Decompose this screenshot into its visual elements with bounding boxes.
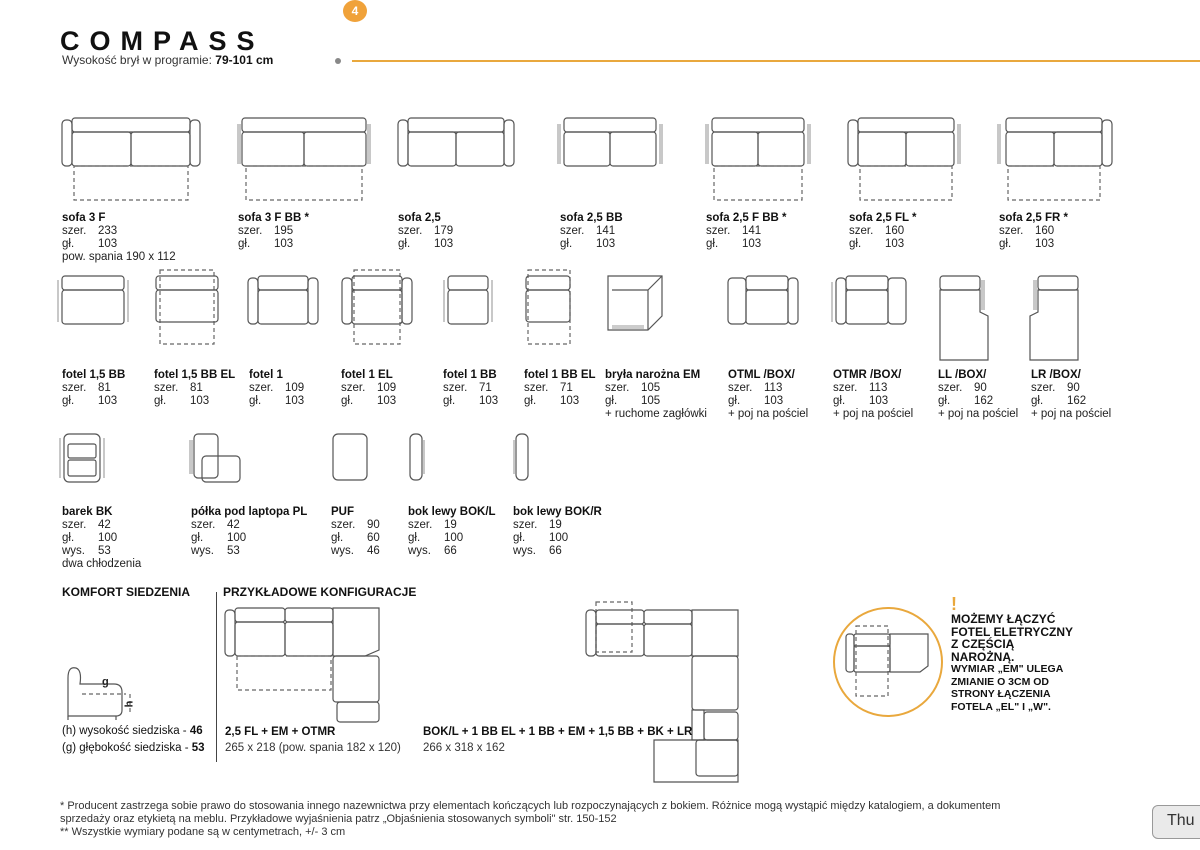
- width-value: 160: [1035, 225, 1055, 237]
- fotel-1-bb-el-symbol: [524, 270, 574, 346]
- item-name: sofa 2,5: [398, 212, 441, 224]
- thumbnails-button[interactable]: Thu: [1152, 805, 1200, 839]
- ll-box-symbol: [938, 276, 992, 362]
- header-dot: [335, 58, 341, 64]
- spec-puf: PUF szer. 90 gł. 60 wys. 46: [331, 506, 380, 557]
- item-name: sofa 3 F BB *: [238, 212, 309, 224]
- spec-bryla-narozna-em: bryła narożna EM szer. 105 gł. 105 + ruchome zagłówki: [605, 369, 707, 420]
- seat-comfort-diagram: [60, 660, 140, 722]
- item-note: pow. spania 190 x 112: [62, 251, 176, 263]
- spec-fotel-1-bb-el: fotel 1 BB EL szer. 71 gł. 103: [524, 369, 596, 407]
- height-value: 46: [367, 545, 380, 557]
- spec-lr-box: LR /BOX/ szer. 90 gł. 162 + poj na pościel: [1031, 369, 1112, 420]
- width-value: 141: [742, 225, 762, 237]
- width-value: 81: [190, 382, 203, 394]
- depth-value: 103: [377, 395, 397, 407]
- width-value: 195: [274, 225, 294, 237]
- spec-sofa-2-5-fr: sofa 2,5 FR * szer. 160 gł. 103: [999, 212, 1069, 250]
- depth-value: 162: [1067, 395, 1087, 407]
- depth-value: 162: [974, 395, 994, 407]
- width-value: 90: [1067, 382, 1080, 394]
- item-note: dwa chłodzenia: [62, 558, 142, 570]
- height-range-subtitle: [62, 53, 273, 67]
- item-note: + ruchome zagłówki: [605, 408, 707, 420]
- barek-bk-symbol: [62, 434, 104, 484]
- otmr-box-symbol: [836, 276, 910, 326]
- otml-box-symbol: [728, 276, 800, 326]
- depth-value: 103: [274, 238, 294, 250]
- footnote-1-cont: sprzedaży oraz etykietą na meblu. Przykładowe wyjaśnienia patrz „Objaśnienia stosowanych symboli" str. 150-152: [60, 813, 617, 825]
- spec-sofa-2-5-f-bb: sofa 2,5 F BB * szer. 141 gł. 103: [706, 212, 787, 250]
- item-name: sofa 2,5 F BB *: [706, 212, 787, 224]
- depth-value: 103: [434, 238, 454, 250]
- bryla-narozna-em-symbol: [608, 276, 664, 332]
- fotel-1-5-bb-symbol: [62, 276, 124, 326]
- bok-l-symbol: [406, 434, 426, 484]
- depth-value: 103: [560, 395, 580, 407]
- item-name: sofa 3 F: [62, 212, 106, 224]
- electric-recliner-notice: MOŻEMY ŁĄCZYĆ FOTEL ELETRYCZNY Z CZĘŚCIĄ NAROŻNĄ. WYMIAR „EM" ULEGA ZMIANIE O 3CM OD STRONY ŁĄCZENIA FOTELA „EL" I „W".: [951, 612, 1074, 713]
- item-name: sofa 2,5 FL *: [849, 212, 917, 224]
- item-name: fotel 1,5 BB EL: [154, 369, 236, 381]
- height-value: 66: [549, 545, 562, 557]
- item-name: sofa 2,5 FR *: [999, 212, 1069, 224]
- depth-value: 103: [479, 395, 499, 407]
- spec-sofa-2-5-bb: sofa 2,5 BB szer. 141 gł. 103: [560, 212, 623, 250]
- sofa-2-5-symbol: [398, 118, 516, 170]
- comfort-values: [62, 723, 205, 757]
- height-value: 53: [227, 545, 240, 557]
- sofa-3-f-bb-symbol: [238, 118, 370, 202]
- width-value: 109: [377, 382, 397, 394]
- spec-bok-l: bok lewy BOK/L szer. 19 gł. 100 wys. 66: [408, 506, 496, 557]
- fotel-1-5-bb-el-symbol: [154, 270, 220, 346]
- width-value: 19: [549, 519, 562, 531]
- depth-value: 103: [764, 395, 784, 407]
- spec-otml-box: OTML /BOX/ szer. 113 gł. 103 + poj na pościel: [728, 369, 809, 420]
- width-value: 109: [285, 382, 305, 394]
- spec-fotel-1-5-bb: fotel 1,5 BB szer. 81 gł. 103: [62, 369, 126, 407]
- spec-fotel-1-5-bb-el: fotel 1,5 BB EL szer. 81 gł. 103: [154, 369, 236, 407]
- config-1-formula: 2,5 FL + EM + OTMR: [225, 726, 336, 738]
- item-name: LL /BOX/: [938, 369, 987, 381]
- lr-box-symbol: [1030, 276, 1084, 362]
- spec-polka-laptop-pl: półka pod laptopa PL szer. 42 gł. 100 wys. 53: [191, 506, 308, 557]
- spec-fotel-1-bb: fotel 1 BB szer. 71 gł. 103: [443, 369, 499, 407]
- spec-barek-bk: barek BK szer. 42 gł. 100 wys. 53 dwa chłodzenia: [62, 506, 142, 570]
- width-value: 179: [434, 225, 454, 237]
- depth-value: 103: [98, 238, 118, 250]
- width-value: 233: [98, 225, 118, 237]
- spec-sofa-2-5: sofa 2,5 szer. 179 gł. 103: [398, 212, 454, 250]
- seat-height-value: 46: [189, 725, 203, 737]
- seat-depth-label: (g) głębokość siedziska -: [62, 742, 192, 754]
- seat-depth-value: 53: [191, 742, 205, 754]
- comfort-title: KOMFORT SIEDZENIA: [62, 585, 190, 599]
- item-name: PUF: [331, 506, 354, 518]
- item-name: półka pod laptopa PL: [191, 506, 308, 518]
- config-1-diagram: [225, 606, 385, 726]
- spec-bok-r: bok lewy BOK/R szer. 19 gł. 100 wys. 66: [513, 506, 602, 557]
- spec-fotel-1-el: fotel 1 EL szer. 109 gł. 103: [341, 369, 397, 407]
- item-note: + poj na pościel: [1031, 408, 1112, 420]
- spec-sofa-2-5-fl: sofa 2,5 FL * szer. 160 gł. 103: [849, 212, 917, 250]
- alert-icon: !: [951, 594, 957, 614]
- depth-value: 100: [227, 532, 247, 544]
- sofa-2-5-bb-symbol: [558, 118, 662, 170]
- sofa-2-5-f-bb-symbol: [706, 118, 810, 202]
- depth-value: 103: [869, 395, 889, 407]
- item-name: OTML /BOX/: [728, 369, 795, 381]
- item-name: barek BK: [62, 506, 113, 518]
- depth-value: 103: [1035, 238, 1055, 250]
- h-dimension-mark: h: [123, 700, 136, 708]
- item-note: + poj na pościel: [938, 408, 1019, 420]
- item-name: OTMR /BOX/: [833, 369, 902, 381]
- width-value: 141: [596, 225, 616, 237]
- polka-laptop-pl-symbol: [192, 434, 242, 486]
- sofa-2-5-fl-symbol: [848, 118, 964, 202]
- width-value: 42: [98, 519, 111, 531]
- footnotes: [60, 800, 1120, 839]
- config-1-dims: 265 x 218 (pow. spania 182 x 120): [225, 742, 401, 754]
- depth-value: 60: [367, 532, 380, 544]
- section-divider: [216, 592, 217, 762]
- item-name: bok lewy BOK/R: [513, 506, 602, 518]
- subtitle-value: 79-101 cm: [215, 53, 274, 67]
- item-name: fotel 1 EL: [341, 369, 393, 381]
- fotel-1-el-symbol: [342, 270, 414, 346]
- item-name: fotel 1: [249, 369, 283, 381]
- fotel-1-bb-symbol: [446, 276, 492, 326]
- sofa-3-f-symbol: [62, 118, 202, 202]
- item-name: bok lewy BOK/L: [408, 506, 496, 518]
- item-name: bryła narożna EM: [605, 369, 701, 381]
- brand-title: COMPASS: [60, 26, 265, 56]
- width-value: 42: [227, 519, 240, 531]
- width-value: 160: [885, 225, 905, 237]
- width-value: 113: [869, 382, 888, 394]
- width-value: 81: [98, 382, 111, 394]
- spec-sofa-3-f-bb: sofa 3 F BB * szer. 195 gł. 103: [238, 212, 309, 250]
- config-2-dims: 266 x 318 x 162: [423, 742, 505, 754]
- spec-ll-box: LL /BOX/ szer. 90 gł. 162 + poj na pościel: [938, 369, 1019, 420]
- width-value: 113: [764, 382, 783, 394]
- spec-fotel-1: fotel 1 szer. 109 gł. 103: [249, 369, 305, 407]
- item-note: + poj na pościel: [833, 408, 914, 420]
- spec-otmr-box: OTMR /BOX/ szer. 113 gł. 103 + poj na pościel: [833, 369, 914, 420]
- width-value: 105: [641, 382, 661, 394]
- width-value: 90: [367, 519, 380, 531]
- configs-title: PRZYKŁADOWE KONFIGURACJE: [223, 585, 417, 599]
- puf-symbol: [332, 434, 368, 482]
- fotel-1-symbol: [248, 276, 320, 326]
- height-value: 53: [98, 545, 111, 557]
- header-rule: [352, 60, 1200, 62]
- width-value: 71: [560, 382, 573, 394]
- footnote-2: ** Wszystkie wymiary podane są w centymetrach, +/- 3 cm: [60, 826, 346, 838]
- seat-height-label: (h) wysokość siedziska -: [62, 725, 190, 737]
- footnote-1: * Producent zastrzega sobie prawo do stosowania innego nazewnictwa przy elementach kończących lub rozpoczynających z bokiem. Różnice mogą wystąpić między katalogiem, a dokumentem: [60, 800, 1001, 812]
- depth-value: 100: [98, 532, 118, 544]
- item-name: fotel 1,5 BB: [62, 369, 126, 381]
- depth-value: 100: [444, 532, 464, 544]
- page-number-badge: 4: [343, 0, 367, 22]
- config-2-diagram: [586, 602, 746, 784]
- height-value: 66: [444, 545, 457, 557]
- item-note: + poj na pościel: [728, 408, 809, 420]
- depth-value: 103: [885, 238, 905, 250]
- width-value: 90: [974, 382, 987, 394]
- item-name: LR /BOX/: [1031, 369, 1081, 381]
- depth-value: 103: [742, 238, 762, 250]
- width-value: 19: [444, 519, 457, 531]
- depth-value: 105: [641, 395, 661, 407]
- depth-value: 103: [285, 395, 305, 407]
- item-name: fotel 1 BB: [443, 369, 497, 381]
- config-2-formula: BOK/L + 1 BB EL + 1 BB + EM + 1,5 BB + BK + LR: [423, 726, 693, 738]
- sofa-2-5-fr-symbol: [998, 118, 1114, 202]
- bok-r-symbol: [512, 434, 532, 484]
- subtitle-label: Wysokość brył w programie:: [62, 53, 212, 67]
- depth-value: 103: [190, 395, 210, 407]
- depth-value: 103: [98, 395, 118, 407]
- item-name: sofa 2,5 BB: [560, 212, 623, 224]
- electric-recliner-diagram: [832, 606, 944, 718]
- g-dimension-mark: g: [102, 676, 109, 688]
- item-name: fotel 1 BB EL: [524, 369, 596, 381]
- depth-value: 100: [549, 532, 569, 544]
- depth-value: 103: [596, 238, 616, 250]
- spec-sofa-3-f: sofa 3 F szer. 233 gł. 103 pow. spania 190 x 112: [62, 212, 176, 263]
- width-value: 71: [479, 382, 492, 394]
